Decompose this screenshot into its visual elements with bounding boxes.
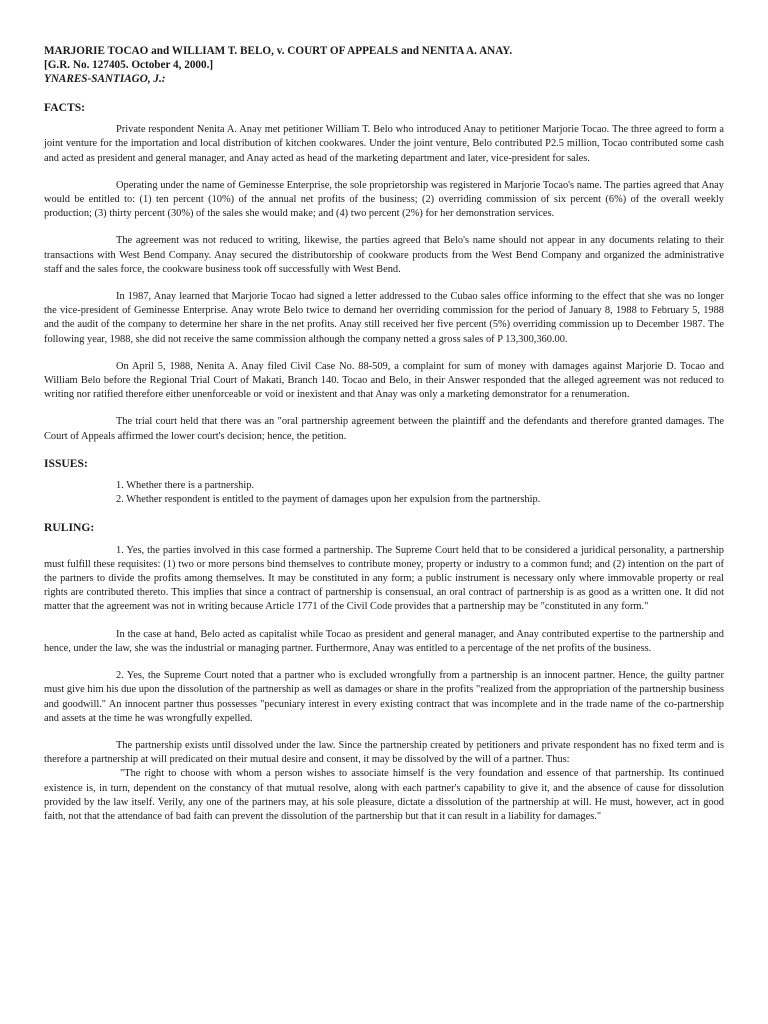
facts-paragraph-2: Operating under the name of Geminesse Enterprise, the sole proprietorship was registered in Marjorie Tocao's name. The parties agreed that Anay would be entitled to: (1) ten percent (10%) of the annual net profits of the business; (2) overriding commission of six percent (6%) of the overall weekly production; (3) thirty percent (30%) of the sales she would make; and (4) two percent (2%) for her demonstration services.: [44, 179, 724, 220]
ruling-paragraph-2: In the case at hand, Belo acted as capitalist while Tocao as president and general manager, and Anay contributed expertise to the partnership and hence, under the law, she was the industrial or managing partner. Furthermore, Anay was entitled to a percentage of the net profits of the business.: [44, 628, 724, 654]
ruling-paragraph-4: The partnership exists until dissolved under the law. Since the partnership created by petitioners and private respondent has no fixed term and is therefore a partnership at will predicated on their mutual desire and consent, it may be dissolved by the will of a partner. Thus:: [44, 739, 724, 766]
case-citation: [G.R. No. 127405. October 4, 2000.]: [44, 59, 214, 71]
ruling-paragraph-1: 1. Yes, the parties involved in this case formed a partnership. The Supreme Court held that to be considered a juridical personality, a partnership must fulfill these requisites: (1) two or more persons bind themselves to contribute money, property or industry to a common fund; and (2) intention on the part of the partners to divide the profits among themselves. It may be constituted in any form; a public instrument is necessary only where immovable property or real rights are contributed thereto. This implies that since a contract of partnership is consensual, an oral contract of partnership is as good as a written one. It did not matter that the agreement was not in writing because Article 1771 of the Civil Code provides that a partnership may be "constituted in any form.": [44, 544, 724, 613]
ponente: YNARES-SANTIAGO, J.:: [44, 73, 166, 85]
issues-list: [44, 479, 724, 507]
ruling-paragraph-3: 2. Yes, the Supreme Court noted that a partner who is excluded wrongfully from a partnership is an innocent partner. Hence, the guilty partner must give him his due upon the dissolution of the partnership as well as damages or share in the profits "realized from the appropriation of the partnership business and goodwill." An innocent partner thus possesses "pecuniary interest in every existing contract that was incomplete and in the trade name of the co-partnership and assets at the time he was wrongfully expelled.: [44, 670, 724, 724]
facts-paragraph-4: In 1987, Anay learned that Marjorie Tocao had signed a letter addressed to the Cubao sales office informing to the effect that she was no longer the vice-president of Geminesse Enterprise. Anay wrote Belo twice to demand her overriding commission for the period of January 8, 1988 to February 5, 1988 and the audit of the company to determine her share in the net profits. Anay still received her five percent (5%) overriding commission up to December 1987. The following year, 1988, she did not receive the same commission although the company netted a gross sales of P 13,300,360.00.: [44, 291, 724, 345]
facts-paragraph-5: On April 5, 1988, Nenita A. Anay filed Civil Case No. 88-509, a complaint for sum of money with damages against Marjorie D. Tocao and William Belo before the Regional Trial Court of Makati, Branch 140. Tocao and Belo, in their Answer responded that the alleged agreement was not reduced to writing nor ratified therefore either unenforceable or void or inexistent and that Anay was only a marketing demonstrator for a renumeration.: [44, 360, 724, 401]
issues-heading: ISSUES:: [44, 456, 88, 470]
issue-item-2: 2. Whether respondent is entitled to the payment of damages upon her expulsion from the partnership.: [116, 494, 541, 506]
ruling-heading: RULING:: [44, 521, 95, 535]
facts-paragraph-3: The agreement was not reduced to writing, likewise, the parties agreed that Belo's name should not appear in any documents relating to their transactions with West Bend Company. Anay secured the distributorship of cookware products from the West Bend Company and organized the administrative staff and the sales force, the cookware business took off successfully with West Bend.: [44, 235, 724, 275]
ruling-quote: "The right to choose with whom a person wishes to associate himself is the very foundation and essence of that partnership. Its continued existence is, in turn, dependent on the constancy of that mutual resolve, along with each partner's capability to give it, and the absence of cause for dissolution provided by the law itself. Verily, any one of the partners may, at his sole pleasure, dictate a dissolution of the partnership at will. He must, however, act in good faith, not that the attendance of bad faith can prevent the dissolution of the partnership but that it can result in a liability for damages.": [44, 768, 724, 822]
facts-paragraph-6: The trial court held that there was an "oral partnership agreement between the plaintiff and the defendants and therefore granted damages. The Court of Appeals affirmed the lower court's decision; hence, the petition.: [44, 416, 724, 442]
case-title: MARJORIE TOCAO and WILLIAM T. BELO, v. COURT OF APPEALS and NENITA A. ANAY.: [44, 45, 513, 57]
issue-item-1: 1. Whether there is a partnership.: [116, 480, 255, 492]
facts-heading: FACTS:: [44, 101, 86, 114]
facts-paragraph-1: Private respondent Nenita A. Anay met petitioner William T. Belo who introduced Anay to petitioner Marjorie Tocao. The three agreed to form a joint venture for the importation and local distribution of kitchen cookwares. Under the joint venture, Belo contributed P2.5 million, Tocao contributed some cash and acted as president and general manager, and Anay acted as head of the marketing department and later, vice-president for sales.: [44, 124, 724, 164]
